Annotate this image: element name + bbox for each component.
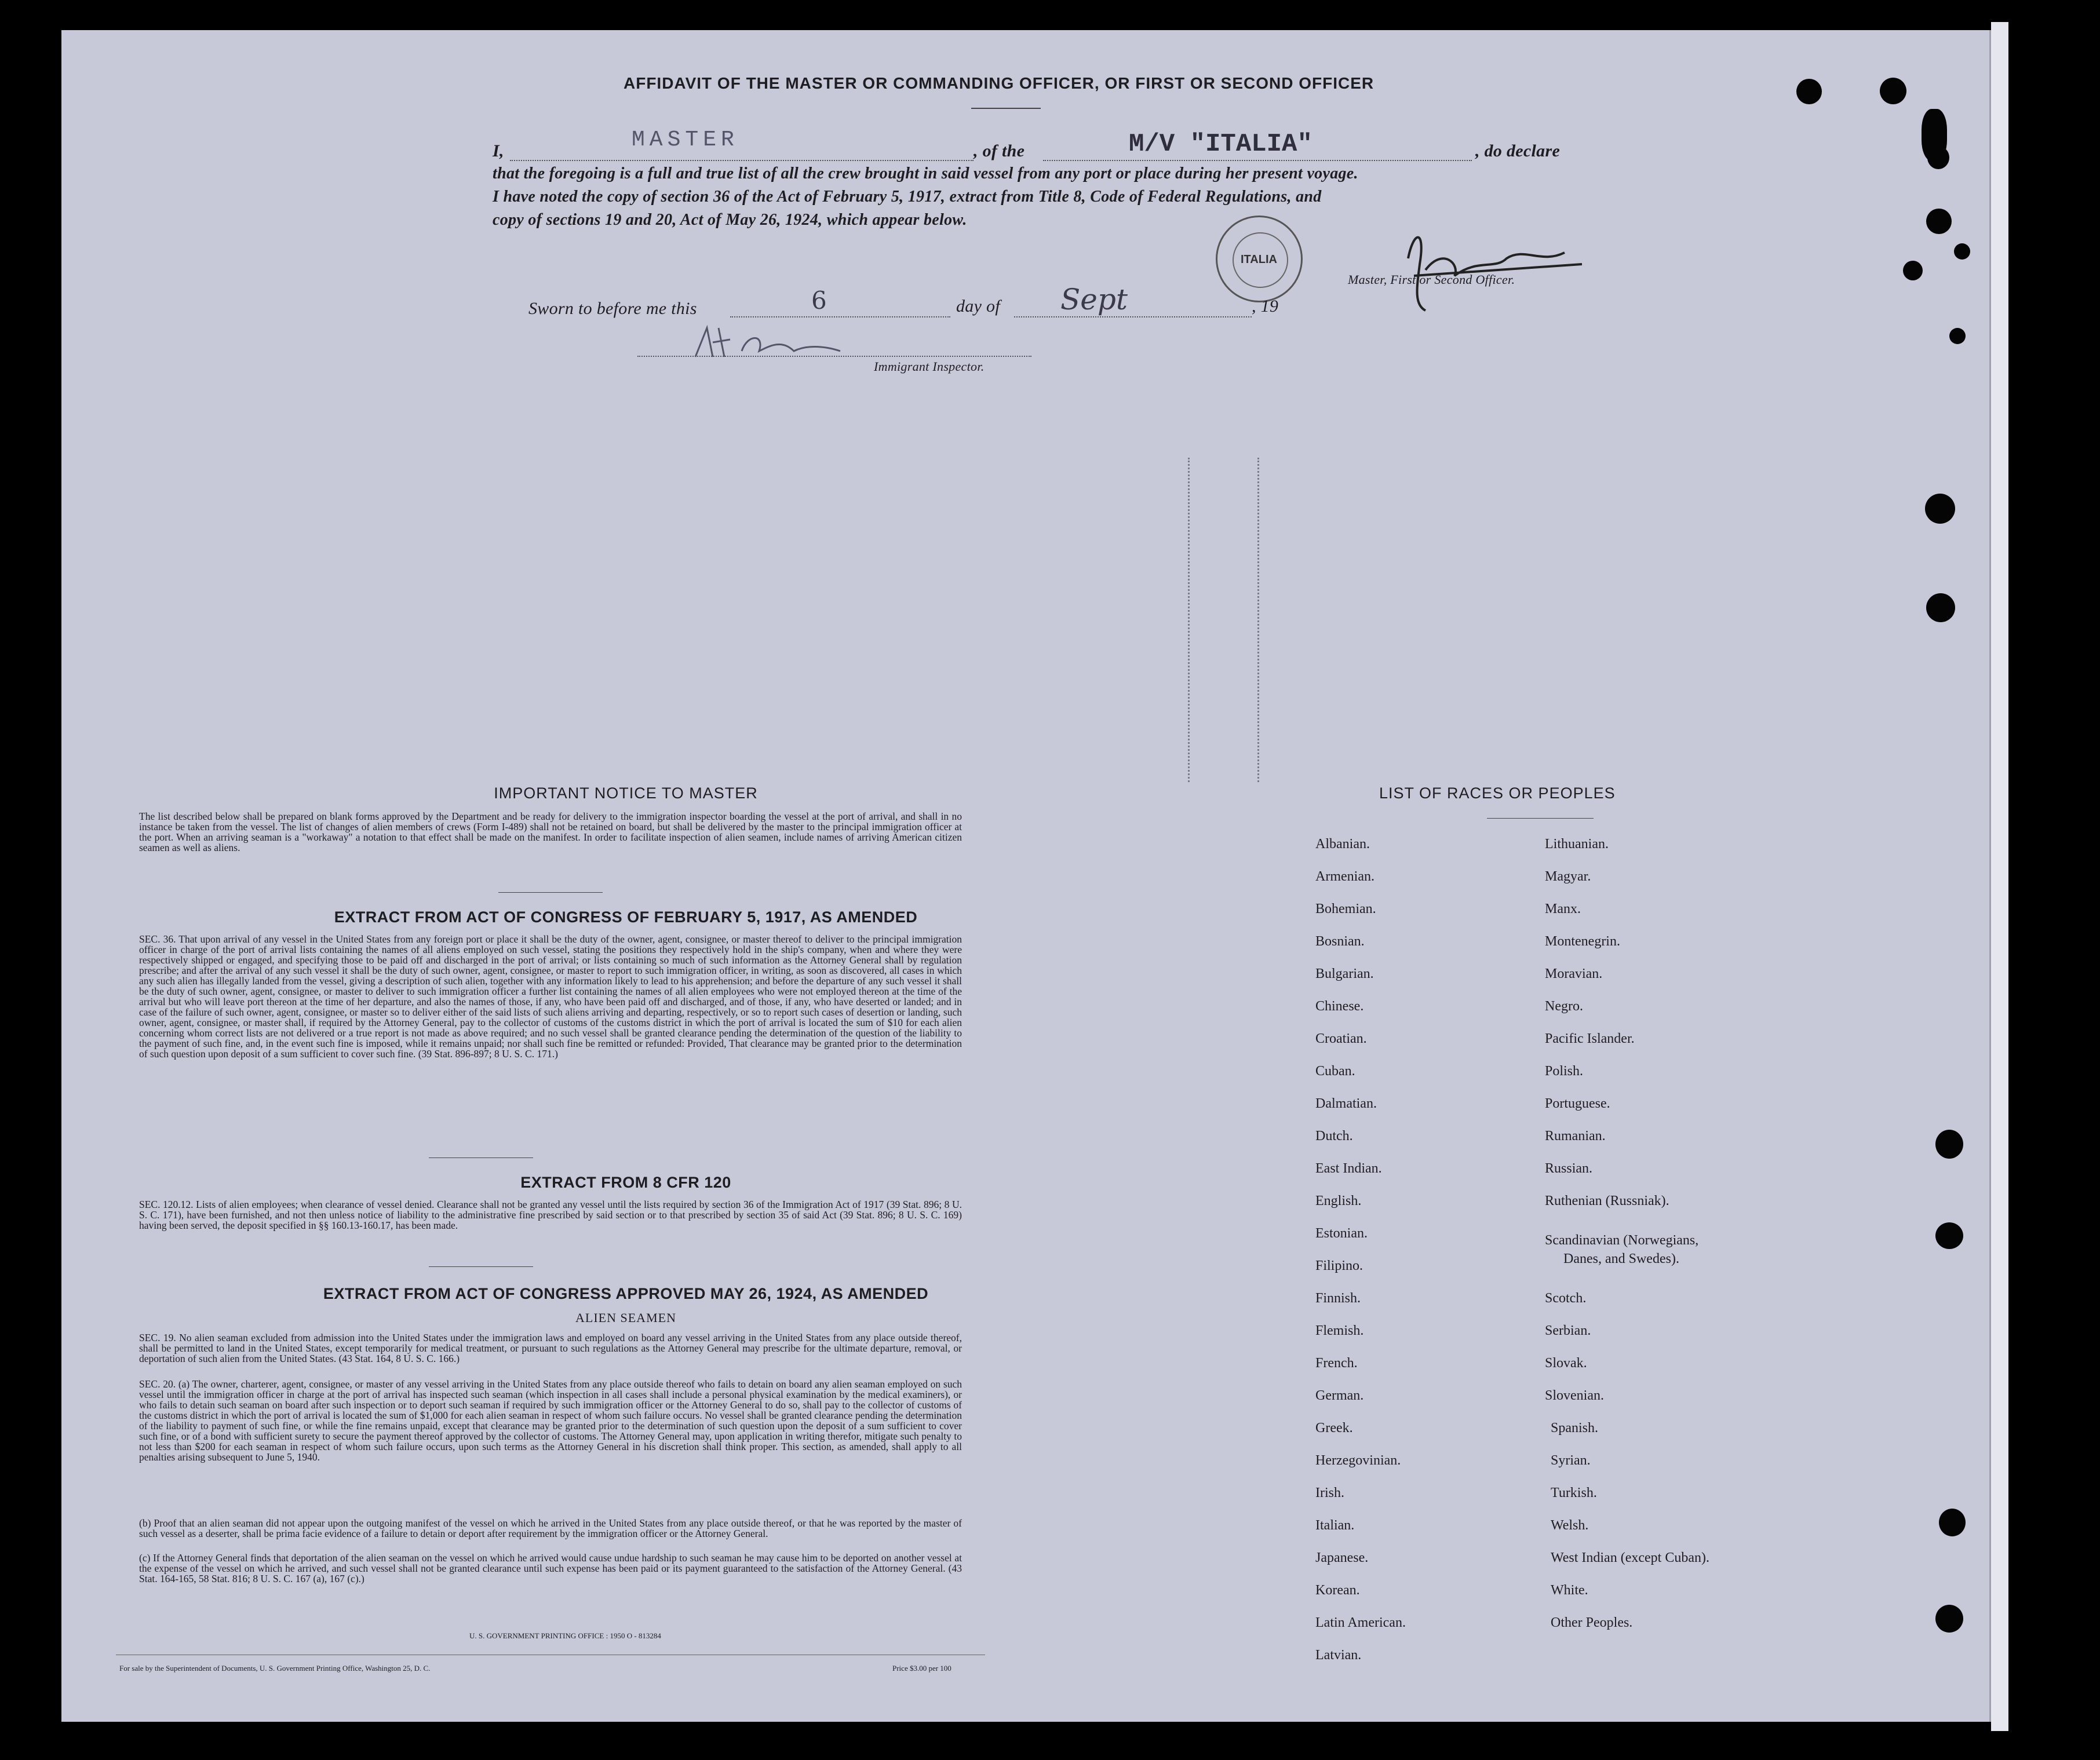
race-item: Scotch. (1545, 1291, 1587, 1306)
race-item: Greek. (1315, 1421, 1353, 1436)
race-item: Chinese. (1315, 999, 1364, 1014)
officer-name: MASTER (632, 127, 739, 152)
sworn-day-line (730, 316, 950, 317)
extract-1924-subtitle: ALIEN SEAMEN (575, 1310, 676, 1325)
punch-hole (1935, 1605, 1963, 1633)
race-item: Manx. (1545, 901, 1581, 916)
race-item: Herzegovinian. (1315, 1453, 1401, 1468)
punch-hole (1880, 78, 1906, 104)
sworn-month-line (1014, 316, 1252, 317)
punch-hole (1796, 79, 1822, 104)
master-signature-label: Master, First or Second Officer. (1348, 272, 1515, 287)
race-item: Latin American. (1315, 1615, 1406, 1630)
of-the-label: , of the (974, 141, 1025, 160)
sworn-day: 6 (811, 286, 827, 315)
officer-name-line (510, 160, 974, 161)
race-item: White. (1551, 1583, 1588, 1598)
race-item: Pacific Islander. (1545, 1031, 1635, 1046)
race-item: Bosnian. (1315, 934, 1365, 949)
race-item: Latvian. (1315, 1648, 1362, 1663)
vessel-name: M/V "ITALIA" (1129, 130, 1312, 159)
race-item: Korean. (1315, 1583, 1360, 1598)
punch-hole (1935, 1222, 1963, 1249)
race-item: Irish. (1315, 1485, 1344, 1500)
race-item: Serbian. (1545, 1323, 1591, 1338)
race-item: Slovenian. (1545, 1388, 1604, 1403)
races-title: LIST OF RACES OR PEOPLES (1379, 784, 1616, 802)
notice-divider (498, 892, 603, 893)
title-divider (971, 108, 1041, 109)
punch-hole (1903, 261, 1923, 280)
i-label: I, (493, 141, 504, 160)
notice-text: The list described below shall be prepared on blank forms approved by the Department and be ready for delivery to the immigration inspector boarding the vessel at the port of arrival, and shall in no instance be taken from the vessel. The list of changes of alien members of crews (Form I-489) shall not be retained on board, but shall be delivered by the master to the principal immigration officer at the port. When an arriving seaman is a "workaway" a notation to that effect shall be made on the manifest. In order to facilitate inspection of alien seamen, include names of arriving American citizen seamen as well as aliens. (139, 810, 962, 853)
punch-hole (1954, 243, 1970, 260)
race-item: Other Peoples. (1551, 1615, 1633, 1630)
extract-1917-divider (429, 1157, 533, 1158)
race-item: Portuguese. (1545, 1096, 1610, 1111)
footer-left: For sale by the Superintendent of Documents, U. S. Government Printing Office, Washington 25, D. C. (119, 1664, 431, 1673)
race-item: Armenian. (1315, 869, 1375, 884)
inspector-label: Immigrant Inspector. (874, 359, 985, 374)
notice-title: IMPORTANT NOTICE TO MASTER (494, 784, 758, 802)
manifest-page (61, 30, 1991, 1722)
race-item: East Indian. (1315, 1161, 1382, 1176)
race-item: Scandinavian (Norwegians, (1545, 1233, 1699, 1248)
extract-1917-text: SEC. 36. That upon arrival of any vessel in the United States from any foreign port or place it shall be the duty of the owner, agent, consignee, or master thereof to deliver to the principal immigration officer in charge of the port of arrival lists containing the names of all aliens employed on such vessel, stating the positions they respectively hold in the ship's company, when and where they were respectively shipped or engaged, and specifying those to be paid off and discharged in the port of arrival; or lists containing so much of such information as the Attorney General shall by regulation prescribe; and after the arrival of any such vessel it shall be the duty of such owner, agent, consignee, or master to report to such immigration officer, in writing, as soon as discovered, all cases in which any such alien has illegally landed from the vessel, giving a description of such alien, together with any information likely to lead to his apprehension; and before the departure of any such vessel it shall be the duty of such owner, agent, consignee, or master to deliver to such immigration officer a further list containing the names of all alien employees who were not employed thereon at the time of the arrival but who will leave port thereon at the time of her departure, and also the names of those, if any, who have been paid off and discharged, and of those, if any, who have deserted or landed; and in case of the failure of such owner, agent, consignee, or master so to deliver either of the said lists of such aliens arriving and departing, respectively, or so to report such cases of desertion or landing, such owner, agent, consignee, or master shall, if required by the Attorney General, pay to the collector of customs of the customs district in which the port of arrival is located the sum of $10 for each alien concerning whom correct lists are not delivered or a true report is not made as above required; and no such vessel shall be granted clearance pending the determination of the question of the liability to the payment of such fine, and, in the event such fine is imposed, while it remains unpaid; nor shall such fine be remitted or refunded: Provided, That clearance may be granted prior to the determination of such question upon deposit of a sum sufficient to cover such fine. (39 Stat. 896-897; 8 U. S. C. 171.) (139, 933, 962, 1060)
race-item: Negro. (1545, 999, 1583, 1014)
race-item: Italian. (1315, 1518, 1355, 1533)
race-item: Estonian. (1315, 1226, 1368, 1241)
races-divider (1487, 818, 1594, 819)
cfr-divider (429, 1266, 533, 1267)
sworn-label: Sworn to before me this (528, 299, 697, 318)
day-of-label: day of (956, 297, 1000, 316)
gpo-line: U. S. GOVERNMENT PRINTING OFFICE : 1950 O - 813284 (469, 1631, 661, 1640)
extract-1924-title: EXTRACT FROM ACT OF CONGRESS APPROVED MAY 26, 1924, AS AMENDED (323, 1285, 929, 1302)
race-item: Syrian. (1551, 1453, 1591, 1468)
race-item: Finnish. (1315, 1291, 1361, 1306)
race-item: Bulgarian. (1315, 966, 1374, 981)
affidavit-line-3: I have noted the copy of section 36 of the Act of February 5, 1917, extract from Title 8, Code of Federal Regulations, and (493, 188, 1322, 206)
affidavit-line-4: copy of sections 19 and 20, Act of May 26, 1924, which appear below. (493, 211, 967, 229)
extract-1924-sec19: SEC. 19. No alien seaman excluded from admission into the United States under the immigration laws and employed on board any vessel arriving in the United States from any place outside thereof, shall be permitted to land in the United States, except temporarily for medical treatment, or pursuant to such regulations as the Attorney General may prescribe for the ultimate departure, removal, or deportation of such alien from the United States. (43 Stat. 164, 8 U. S. C. 166.) (139, 1332, 962, 1364)
race-item: Dalmatian. (1315, 1096, 1377, 1111)
race-item: Rumanian. (1545, 1129, 1606, 1144)
inspector-line (637, 356, 1031, 357)
sworn-month: Sept (1060, 283, 1128, 316)
race-item: Russian. (1545, 1161, 1593, 1176)
page-edge (1991, 22, 2008, 1731)
cfr-text: SEC. 120.12. Lists of alien employees; when clearance of vessel denied. Clearance shall not be granted any vessel until the lists required by section 36 of the Immigration Act of 1917 (39 Stat. 896; 8 U. S. C. 171), have been furnished, and not then unless notice of liability to the administrative fine prescribed by said section or to that prescribed by section 35 of said Act (39 Stat. 896; 8 U. S. C. 169) having been served, the deposit specified in §§ 160.13-160.17, has been made. (139, 1199, 962, 1231)
affidavit-title: AFFIDAVIT OF THE MASTER OR COMMANDING OFFICER, OR FIRST OR SECOND OFFICER (624, 74, 1375, 92)
stamp-text: ITALIA (1241, 253, 1277, 266)
race-item: Turkish. (1551, 1485, 1597, 1500)
race-item: Ruthenian (Russniak). (1545, 1193, 1669, 1208)
extract-1924-sec20c: (c) If the Attorney General finds that deportation of the alien seaman on the vessel on which he arrived would cause undue hardship to such seaman he may cause him to be deported on another vessel at the expense of the vessel on which he arrived, and such vessel shall not be granted clearance until such expense has been paid or its payment guaranteed to the satisfaction of the Attorney General. (43 Stat. 164-165, 58 Stat. 816; 8 U. S. C. 167 (a), 167 (c).) (139, 1552, 962, 1584)
race-item: Slovak. (1545, 1356, 1587, 1371)
race-item: Flemish. (1315, 1323, 1364, 1338)
race-item: Japanese. (1315, 1550, 1369, 1565)
extract-1924-sec20a: SEC. 20. (a) The owner, charterer, agent, consignee, or master of any vessel arriving in the United States from any place outside thereof who fails to detain on board any alien seaman employed on such vessel until the immigration officer in charge at the port of arrival has inspected such seaman (which inspection in all cases shall include a personal physical examination by the medical examiners), or who fails to detain such seaman on board after such inspection or to deport such seaman if required by such immigration officer or the Attorney General to do so, shall pay to the collector of customs of the customs district in which the port of arrival is located the sum of $1,000 for each alien seaman in respect of whom such failure occurs. No vessel shall be granted clearance pending the determination of the liability to payment of such fine, or while the fine remains unpaid, except that clearance may be granted prior to the determination of such question upon the deposit of a sum sufficient to cover such fine, or of a bond with sufficient surety to secure the payment thereof approved by the collector of customs. The Attorney General may, upon application in writing therefor, mitigate such penalty to not less than $200 for each seaman in respect of whom such failure occurs, upon such terms as the Attorney General in his discretion shall think proper. This section, as amended, shall apply to all penalties arising subsequent to June 5, 1940. (139, 1378, 962, 1463)
footer-right: Price $3.00 per 100 (892, 1664, 951, 1673)
inspector-signature (690, 322, 875, 368)
punch-hole (1925, 494, 1955, 524)
column-dots (1188, 458, 1192, 782)
race-item: German. (1315, 1388, 1364, 1403)
punch-hole (1939, 1509, 1966, 1536)
race-item: Dutch. (1315, 1129, 1353, 1144)
race-item: English. (1315, 1193, 1362, 1208)
race-item: Welsh. (1551, 1518, 1589, 1533)
race-item: Danes, and Swedes). (1563, 1251, 1679, 1266)
extract-1924-sec20b: (b) Proof that an alien seaman did not appear upon the outgoing manifest of the vessel on which he arrived in the United States from any place outside thereof, or that he was reported by the master of such vessel as a deserter, shall be prima facie evidence of a failure to detain or deport after requirement by the immigration officer or the Attorney General. (139, 1517, 962, 1539)
column-dots (1257, 458, 1262, 782)
year-label: , 19 (1252, 297, 1279, 316)
race-item: Moravian. (1545, 966, 1603, 981)
race-item: Bohemian. (1315, 901, 1376, 916)
extract-1917-title: EXTRACT FROM ACT OF CONGRESS OF FEBRUARY 5, 1917, AS AMENDED (334, 908, 918, 926)
race-item: Spanish. (1551, 1421, 1599, 1436)
vessel-name-line (1043, 160, 1472, 161)
race-item: Filipino. (1315, 1258, 1363, 1273)
race-item: West Indian (except Cuban). (1551, 1550, 1709, 1565)
ship-stamp (1216, 216, 1303, 302)
race-item: Cuban. (1315, 1064, 1355, 1079)
race-item: Albanian. (1315, 837, 1370, 852)
race-item: French. (1315, 1356, 1358, 1371)
race-item: Magyar. (1545, 869, 1591, 884)
race-item: Montenegrin. (1545, 934, 1620, 949)
cfr-title: EXTRACT FROM 8 CFR 120 (520, 1174, 731, 1191)
punch-hole (1926, 593, 1955, 622)
punch-hole (1949, 328, 1966, 344)
do-declare-label: , do declare (1475, 141, 1561, 160)
affidavit-line-2: that the foregoing is a full and true list of all the crew brought in said vessel from any port or place during her present voyage. (493, 165, 1358, 182)
race-item: Lithuanian. (1545, 837, 1609, 852)
race-item: Polish. (1545, 1064, 1584, 1079)
race-item: Croatian. (1315, 1031, 1367, 1046)
punch-hole (1935, 1130, 1963, 1159)
punch-hole (1927, 146, 1949, 169)
punch-hole (1926, 209, 1952, 234)
